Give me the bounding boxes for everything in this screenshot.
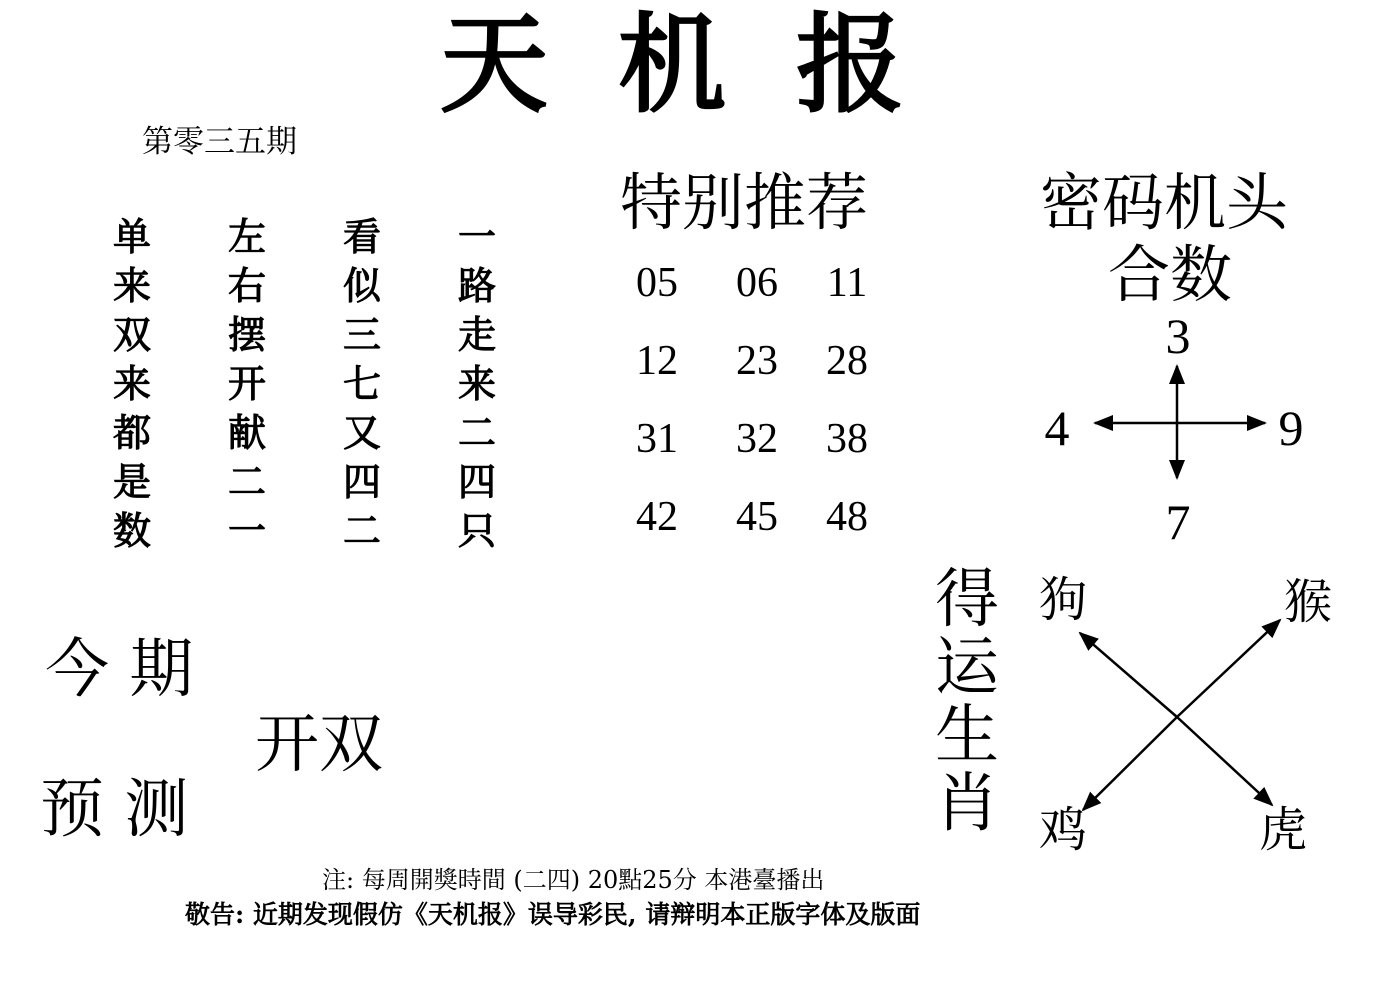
poem-char: 是 bbox=[112, 460, 151, 504]
poem-char: 一 bbox=[227, 509, 266, 553]
recommend-number: 38 bbox=[826, 416, 868, 462]
arrow-bottom-left bbox=[1083, 717, 1177, 810]
poem-char: 三 bbox=[342, 313, 381, 357]
poem-char: 左 bbox=[227, 215, 266, 259]
recommend-number: 11 bbox=[826, 260, 868, 306]
poem-char: 又 bbox=[342, 411, 381, 455]
recommend-number: 48 bbox=[826, 494, 868, 540]
prediction-result: 开双 bbox=[255, 708, 383, 782]
lucky-zodiac-title: 得运生肖 bbox=[935, 563, 999, 841]
warning-notice: 敬告: 近期发现假仿《天机报》误导彩民, 请辩明本正版字体及版面 bbox=[185, 900, 921, 929]
poem-char: 开 bbox=[227, 362, 266, 406]
poem-char: 一 bbox=[457, 215, 496, 259]
poem-char: 来 bbox=[112, 362, 151, 406]
newspaper-title: 天机报 bbox=[440, 2, 975, 128]
recommend-number: 06 bbox=[736, 260, 778, 306]
poem-char: 二 bbox=[227, 460, 266, 504]
mima-up-number: 3 bbox=[1165, 308, 1191, 364]
poem-char: 走 bbox=[457, 313, 496, 357]
mima-left-number: 4 bbox=[1044, 400, 1070, 456]
poem-char: 四 bbox=[457, 460, 496, 504]
poem-char: 来 bbox=[112, 264, 151, 308]
arrow-top-left bbox=[1080, 633, 1177, 717]
poem-char: 路 bbox=[457, 264, 496, 308]
prediction-label-bottom: 预 测 bbox=[40, 773, 189, 847]
poem-char: 双 bbox=[112, 313, 151, 357]
poem-char: 单 bbox=[112, 215, 151, 259]
recommend-number: 23 bbox=[736, 338, 778, 384]
poem-char: 献 bbox=[227, 411, 266, 455]
recommend-title: 特别推荐 bbox=[620, 166, 869, 239]
mima-subtitle: 合数 bbox=[1108, 238, 1233, 311]
poem-char: 二 bbox=[457, 411, 496, 455]
poem-char: 看 bbox=[342, 215, 381, 259]
zodiac-bottom-right: 虎 bbox=[1258, 802, 1307, 858]
mima-down-number: 7 bbox=[1165, 494, 1191, 550]
poem-char: 二 bbox=[342, 509, 381, 553]
mima-title: 密码机头 bbox=[1040, 166, 1289, 239]
poem-char: 来 bbox=[457, 362, 496, 406]
mima-right-number: 9 bbox=[1278, 400, 1304, 456]
zodiac-top-right: 猴 bbox=[1283, 574, 1332, 630]
recommend-number: 45 bbox=[736, 494, 778, 540]
poem-char: 数 bbox=[112, 509, 151, 553]
poem-char: 右 bbox=[227, 264, 266, 308]
poem-char: 摆 bbox=[227, 313, 266, 357]
recommend-number: 28 bbox=[826, 338, 868, 384]
recommend-number: 31 bbox=[636, 416, 678, 462]
poem-char: 四 bbox=[342, 460, 381, 504]
arrow-top-right bbox=[1177, 620, 1280, 717]
issue-number: 第零三五期 bbox=[142, 124, 297, 160]
recommend-number: 05 bbox=[636, 260, 678, 306]
recommend-number: 32 bbox=[736, 416, 778, 462]
zodiac-top-left: 狗 bbox=[1038, 572, 1087, 628]
poem-char: 七 bbox=[342, 362, 381, 406]
zodiac-bottom-left: 鸡 bbox=[1038, 802, 1087, 858]
recommend-number: 42 bbox=[636, 494, 678, 540]
poem-char: 似 bbox=[342, 264, 381, 308]
poem-char: 只 bbox=[457, 509, 496, 553]
broadcast-note: 注: 每周開獎時間 (二四) 20點25分 本港臺播出 bbox=[322, 866, 825, 894]
poem-char: 都 bbox=[112, 411, 151, 455]
prediction-label-top: 今 期 bbox=[45, 633, 194, 707]
arrow-bottom-right bbox=[1177, 717, 1272, 805]
recommend-number: 12 bbox=[636, 338, 678, 384]
